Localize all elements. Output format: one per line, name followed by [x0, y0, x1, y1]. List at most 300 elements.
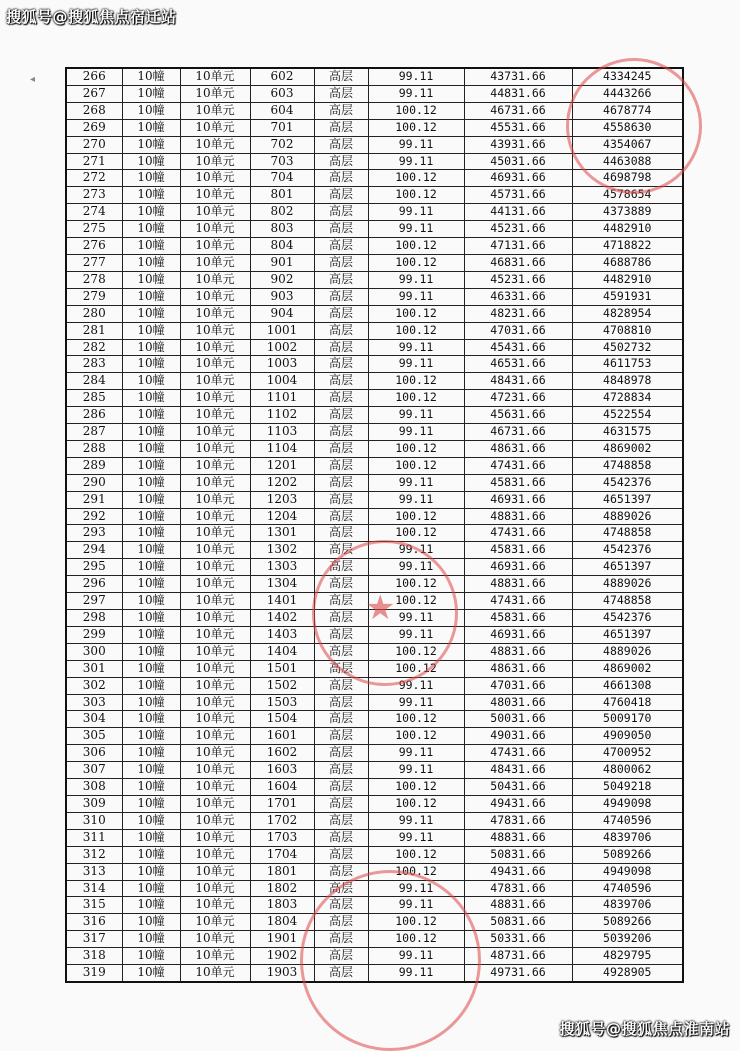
area-cell: 100.12 [368, 305, 464, 322]
area-cell: 99.11 [368, 204, 464, 221]
building-cell: 10幢 [122, 745, 180, 762]
floor-type-cell: 高层 [314, 846, 368, 863]
total-price-cell: 5089266 [572, 914, 683, 931]
building-cell: 10幢 [122, 795, 180, 812]
building-cell: 10幢 [122, 762, 180, 779]
total-price-cell: 4334245 [572, 68, 683, 85]
unit-price-cell: 47031.66 [464, 677, 572, 694]
row-number-cell: 307 [66, 762, 122, 779]
floor-type-cell: 高层 [314, 440, 368, 457]
unit-cell: 10单元 [180, 271, 250, 288]
floor-type-cell: 高层 [314, 288, 368, 305]
row-number-cell: 303 [66, 694, 122, 711]
total-price-cell: 4354067 [572, 136, 683, 153]
building-cell: 10幢 [122, 424, 180, 441]
total-price-cell: 5009170 [572, 711, 683, 728]
unit-cell: 10单元 [180, 694, 250, 711]
floor-type-cell: 高层 [314, 576, 368, 593]
unit-cell: 10单元 [180, 711, 250, 728]
building-cell: 10幢 [122, 694, 180, 711]
row-number-cell: 308 [66, 779, 122, 796]
row-number-cell: 319 [66, 965, 122, 982]
table-row [66, 965, 683, 982]
unit-price-cell: 46931.66 [464, 626, 572, 643]
building-cell: 10幢 [122, 863, 180, 880]
area-cell: 100.12 [368, 931, 464, 948]
floor-type-cell: 高层 [314, 610, 368, 627]
unit-cell: 10单元 [180, 812, 250, 829]
table-row [66, 491, 683, 508]
unit-price-cell: 47431.66 [464, 525, 572, 542]
area-cell: 99.11 [368, 812, 464, 829]
room-number-cell: 1001 [250, 322, 314, 339]
room-number-cell: 1502 [250, 677, 314, 694]
row-number-cell: 310 [66, 812, 122, 829]
table-row [66, 812, 683, 829]
unit-cell: 10单元 [180, 914, 250, 931]
floor-type-cell: 高层 [314, 965, 368, 982]
floor-type-cell: 高层 [314, 694, 368, 711]
row-number-cell: 309 [66, 795, 122, 812]
row-number-cell: 286 [66, 407, 122, 424]
table-row [66, 576, 683, 593]
room-number-cell: 1304 [250, 576, 314, 593]
unit-cell: 10单元 [180, 288, 250, 305]
table-row [66, 440, 683, 457]
room-number-cell: 704 [250, 170, 314, 187]
unit-price-cell: 48231.66 [464, 305, 572, 322]
table-row [66, 728, 683, 745]
row-number-cell: 275 [66, 221, 122, 238]
floor-type-cell: 高层 [314, 136, 368, 153]
unit-price-cell: 47431.66 [464, 593, 572, 610]
room-number-cell: 1202 [250, 474, 314, 491]
building-cell: 10幢 [122, 542, 180, 559]
building-cell: 10幢 [122, 85, 180, 102]
row-number-cell: 317 [66, 931, 122, 948]
building-cell: 10幢 [122, 322, 180, 339]
area-cell: 100.12 [368, 795, 464, 812]
building-cell: 10幢 [122, 339, 180, 356]
unit-cell: 10单元 [180, 779, 250, 796]
unit-cell: 10单元 [180, 948, 250, 965]
table-row [66, 897, 683, 914]
unit-cell: 10单元 [180, 68, 250, 85]
table-row [66, 457, 683, 474]
room-number-cell: 1402 [250, 610, 314, 627]
table-row [66, 85, 683, 102]
building-cell: 10幢 [122, 812, 180, 829]
area-cell: 100.12 [368, 508, 464, 525]
floor-type-cell: 高层 [314, 170, 368, 187]
table-body [66, 68, 683, 982]
room-number-cell: 1003 [250, 356, 314, 373]
unit-cell: 10单元 [180, 339, 250, 356]
unit-price-cell: 50431.66 [464, 779, 572, 796]
area-cell: 99.11 [368, 965, 464, 982]
unit-cell: 10单元 [180, 643, 250, 660]
area-cell: 100.12 [368, 576, 464, 593]
building-cell: 10幢 [122, 68, 180, 85]
unit-cell: 10单元 [180, 897, 250, 914]
room-number-cell: 1803 [250, 897, 314, 914]
room-number-cell: 1804 [250, 914, 314, 931]
room-number-cell: 1604 [250, 779, 314, 796]
unit-cell: 10单元 [180, 119, 250, 136]
floor-type-cell: 高层 [314, 305, 368, 322]
area-cell: 99.11 [368, 356, 464, 373]
floor-type-cell: 高层 [314, 559, 368, 576]
unit-price-cell: 43931.66 [464, 136, 572, 153]
building-cell: 10幢 [122, 610, 180, 627]
unit-price-cell: 45031.66 [464, 153, 572, 170]
room-number-cell: 1104 [250, 440, 314, 457]
unit-price-cell: 47231.66 [464, 390, 572, 407]
floor-type-cell: 高层 [314, 542, 368, 559]
row-number-cell: 285 [66, 390, 122, 407]
floor-type-cell: 高层 [314, 491, 368, 508]
row-number-cell: 291 [66, 491, 122, 508]
unit-price-cell: 43731.66 [464, 68, 572, 85]
area-cell: 100.12 [368, 440, 464, 457]
row-number-cell: 306 [66, 745, 122, 762]
unit-price-cell: 48831.66 [464, 508, 572, 525]
building-cell: 10幢 [122, 305, 180, 322]
table-row [66, 373, 683, 390]
total-price-cell: 4578654 [572, 187, 683, 204]
building-cell: 10幢 [122, 593, 180, 610]
unit-cell: 10单元 [180, 238, 250, 255]
room-number-cell: 902 [250, 271, 314, 288]
table-row [66, 356, 683, 373]
star-icon: ★ [365, 588, 396, 628]
unit-cell: 10单元 [180, 170, 250, 187]
row-number-cell: 316 [66, 914, 122, 931]
unit-cell: 10单元 [180, 965, 250, 982]
total-price-cell: 4651397 [572, 559, 683, 576]
area-cell: 99.11 [368, 610, 464, 627]
table-row [66, 187, 683, 204]
floor-type-cell: 高层 [314, 643, 368, 660]
floor-type-cell: 高层 [314, 457, 368, 474]
room-number-cell: 1201 [250, 457, 314, 474]
building-cell: 10幢 [122, 880, 180, 897]
building-cell: 10幢 [122, 288, 180, 305]
floor-type-cell: 高层 [314, 525, 368, 542]
total-price-cell: 4869002 [572, 440, 683, 457]
total-price-cell: 4869002 [572, 660, 683, 677]
building-cell: 10幢 [122, 153, 180, 170]
table-row [66, 407, 683, 424]
row-number-cell: 299 [66, 626, 122, 643]
unit-cell: 10单元 [180, 525, 250, 542]
room-number-cell: 703 [250, 153, 314, 170]
unit-cell: 10单元 [180, 373, 250, 390]
unit-price-cell: 48831.66 [464, 576, 572, 593]
area-cell: 99.11 [368, 68, 464, 85]
unit-price-cell: 45831.66 [464, 610, 572, 627]
unit-price-cell: 47431.66 [464, 745, 572, 762]
total-price-cell: 4889026 [572, 508, 683, 525]
room-number-cell: 1903 [250, 965, 314, 982]
building-cell: 10幢 [122, 897, 180, 914]
unit-price-cell: 44831.66 [464, 85, 572, 102]
room-number-cell: 1303 [250, 559, 314, 576]
table-row [66, 102, 683, 119]
room-number-cell: 801 [250, 187, 314, 204]
unit-cell: 10单元 [180, 880, 250, 897]
building-cell: 10幢 [122, 779, 180, 796]
unit-price-cell: 48031.66 [464, 694, 572, 711]
unit-cell: 10单元 [180, 542, 250, 559]
floor-type-cell: 高层 [314, 187, 368, 204]
area-cell: 100.12 [368, 711, 464, 728]
unit-price-cell: 47431.66 [464, 457, 572, 474]
unit-cell: 10单元 [180, 795, 250, 812]
total-price-cell: 4678774 [572, 102, 683, 119]
unit-cell: 10单元 [180, 610, 250, 627]
floor-type-cell: 高层 [314, 762, 368, 779]
area-cell: 99.11 [368, 491, 464, 508]
room-number-cell: 1301 [250, 525, 314, 542]
building-cell: 10幢 [122, 119, 180, 136]
unit-price-cell: 45831.66 [464, 542, 572, 559]
total-price-cell: 5039206 [572, 931, 683, 948]
area-cell: 100.12 [368, 643, 464, 660]
floor-type-cell: 高层 [314, 339, 368, 356]
floor-type-cell: 高层 [314, 593, 368, 610]
table-row [66, 221, 683, 238]
unit-cell: 10单元 [180, 593, 250, 610]
total-price-cell: 4949098 [572, 863, 683, 880]
unit-cell: 10单元 [180, 931, 250, 948]
row-number-cell: 294 [66, 542, 122, 559]
building-cell: 10幢 [122, 390, 180, 407]
room-number-cell: 602 [250, 68, 314, 85]
unit-cell: 10单元 [180, 153, 250, 170]
area-cell: 99.11 [368, 829, 464, 846]
building-cell: 10幢 [122, 356, 180, 373]
building-cell: 10幢 [122, 254, 180, 271]
unit-price-cell: 46331.66 [464, 288, 572, 305]
area-cell: 100.12 [368, 728, 464, 745]
total-price-cell: 4728834 [572, 390, 683, 407]
area-cell: 99.11 [368, 339, 464, 356]
building-cell: 10幢 [122, 711, 180, 728]
row-number-cell: 295 [66, 559, 122, 576]
table-row [66, 829, 683, 846]
room-number-cell: 904 [250, 305, 314, 322]
row-number-cell: 284 [66, 373, 122, 390]
row-number-cell: 268 [66, 102, 122, 119]
floor-type-cell: 高层 [314, 677, 368, 694]
building-cell: 10幢 [122, 626, 180, 643]
row-number-cell: 282 [66, 339, 122, 356]
area-cell: 100.12 [368, 322, 464, 339]
room-number-cell: 1603 [250, 762, 314, 779]
row-number-cell: 267 [66, 85, 122, 102]
floor-type-cell: 高层 [314, 153, 368, 170]
room-number-cell: 1704 [250, 846, 314, 863]
room-number-cell: 1404 [250, 643, 314, 660]
total-price-cell: 4800062 [572, 762, 683, 779]
total-price-cell: 4558630 [572, 119, 683, 136]
price-table [65, 67, 684, 983]
watermark-bottom: 搜狐号@搜狐焦点淮南站 [559, 1020, 730, 1038]
table-row [66, 542, 683, 559]
total-price-cell: 4700952 [572, 745, 683, 762]
building-cell: 10幢 [122, 271, 180, 288]
floor-type-cell: 高层 [314, 119, 368, 136]
floor-type-cell: 高层 [314, 356, 368, 373]
room-number-cell: 1101 [250, 390, 314, 407]
unit-cell: 10单元 [180, 187, 250, 204]
area-cell: 99.11 [368, 897, 464, 914]
row-number-cell: 290 [66, 474, 122, 491]
table-row [66, 711, 683, 728]
row-number-cell: 318 [66, 948, 122, 965]
unit-cell: 10单元 [180, 204, 250, 221]
floor-type-cell: 高层 [314, 863, 368, 880]
floor-type-cell: 高层 [314, 508, 368, 525]
floor-type-cell: 高层 [314, 221, 368, 238]
area-cell: 99.11 [368, 559, 464, 576]
row-number-cell: 296 [66, 576, 122, 593]
row-number-cell: 298 [66, 610, 122, 627]
floor-type-cell: 高层 [314, 407, 368, 424]
room-number-cell: 1702 [250, 812, 314, 829]
room-number-cell: 1504 [250, 711, 314, 728]
unit-cell: 10单元 [180, 356, 250, 373]
building-cell: 10幢 [122, 728, 180, 745]
floor-type-cell: 高层 [314, 880, 368, 897]
building-cell: 10幢 [122, 440, 180, 457]
area-cell: 99.11 [368, 694, 464, 711]
total-price-cell: 4740596 [572, 880, 683, 897]
unit-price-cell: 45831.66 [464, 474, 572, 491]
room-number-cell: 1601 [250, 728, 314, 745]
area-cell: 100.12 [368, 779, 464, 796]
unit-price-cell: 45631.66 [464, 407, 572, 424]
table-row [66, 305, 683, 322]
unit-price-cell: 45431.66 [464, 339, 572, 356]
total-price-cell: 4889026 [572, 576, 683, 593]
unit-cell: 10单元 [180, 508, 250, 525]
area-cell: 99.11 [368, 136, 464, 153]
table-row [66, 931, 683, 948]
total-price-cell: 4482910 [572, 221, 683, 238]
floor-type-cell: 高层 [314, 795, 368, 812]
row-number-cell: 305 [66, 728, 122, 745]
row-number-cell: 292 [66, 508, 122, 525]
unit-cell: 10单元 [180, 102, 250, 119]
building-cell: 10幢 [122, 948, 180, 965]
unit-cell: 10单元 [180, 322, 250, 339]
total-price-cell: 4443266 [572, 85, 683, 102]
table-row [66, 322, 683, 339]
floor-type-cell: 高层 [314, 931, 368, 948]
area-cell: 99.11 [368, 153, 464, 170]
building-cell: 10幢 [122, 170, 180, 187]
unit-price-cell: 48831.66 [464, 643, 572, 660]
area-cell: 99.11 [368, 880, 464, 897]
total-price-cell: 4651397 [572, 491, 683, 508]
building-cell: 10幢 [122, 457, 180, 474]
row-number-cell: 273 [66, 187, 122, 204]
total-price-cell: 4651397 [572, 626, 683, 643]
unit-cell: 10单元 [180, 863, 250, 880]
total-price-cell: 5049218 [572, 779, 683, 796]
unit-price-cell: 49431.66 [464, 863, 572, 880]
building-cell: 10幢 [122, 914, 180, 931]
total-price-cell: 4889026 [572, 643, 683, 660]
floor-type-cell: 高层 [314, 728, 368, 745]
unit-cell: 10单元 [180, 829, 250, 846]
row-number-cell: 314 [66, 880, 122, 897]
area-cell: 99.11 [368, 288, 464, 305]
table-row [66, 880, 683, 897]
area-cell: 99.11 [368, 271, 464, 288]
watermark-top: 搜狐号@搜狐焦点宿迁站 [6, 8, 177, 26]
area-cell: 100.12 [368, 660, 464, 677]
unit-price-cell: 50331.66 [464, 931, 572, 948]
room-number-cell: 1503 [250, 694, 314, 711]
table-row [66, 694, 683, 711]
total-price-cell: 4740596 [572, 812, 683, 829]
unit-price-cell: 47831.66 [464, 880, 572, 897]
building-cell: 10幢 [122, 373, 180, 390]
unit-cell: 10单元 [180, 407, 250, 424]
building-cell: 10幢 [122, 221, 180, 238]
floor-type-cell: 高层 [314, 948, 368, 965]
area-cell: 99.11 [368, 474, 464, 491]
unit-price-cell: 47131.66 [464, 238, 572, 255]
area-cell: 99.11 [368, 407, 464, 424]
unit-cell: 10单元 [180, 745, 250, 762]
unit-price-cell: 48631.66 [464, 440, 572, 457]
area-cell: 99.11 [368, 762, 464, 779]
total-price-cell: 4839706 [572, 829, 683, 846]
table-row [66, 271, 683, 288]
floor-type-cell: 高层 [314, 897, 368, 914]
building-cell: 10幢 [122, 474, 180, 491]
floor-type-cell: 高层 [314, 102, 368, 119]
table-row [66, 525, 683, 542]
total-price-cell: 4502732 [572, 339, 683, 356]
building-cell: 10幢 [122, 559, 180, 576]
table-row [66, 559, 683, 576]
unit-cell: 10单元 [180, 728, 250, 745]
total-price-cell: 4748858 [572, 525, 683, 542]
unit-cell: 10单元 [180, 390, 250, 407]
table-row [66, 204, 683, 221]
table-row [66, 593, 683, 610]
area-cell: 100.12 [368, 187, 464, 204]
room-number-cell: 701 [250, 119, 314, 136]
unit-price-cell: 48731.66 [464, 948, 572, 965]
room-number-cell: 1703 [250, 829, 314, 846]
row-number-cell: 280 [66, 305, 122, 322]
building-cell: 10幢 [122, 965, 180, 982]
table-row [66, 779, 683, 796]
table-row [66, 136, 683, 153]
table-row [66, 339, 683, 356]
row-number-cell: 311 [66, 829, 122, 846]
floor-type-cell: 高层 [314, 711, 368, 728]
row-number-cell: 304 [66, 711, 122, 728]
unit-cell: 10单元 [180, 424, 250, 441]
area-cell: 99.11 [368, 542, 464, 559]
